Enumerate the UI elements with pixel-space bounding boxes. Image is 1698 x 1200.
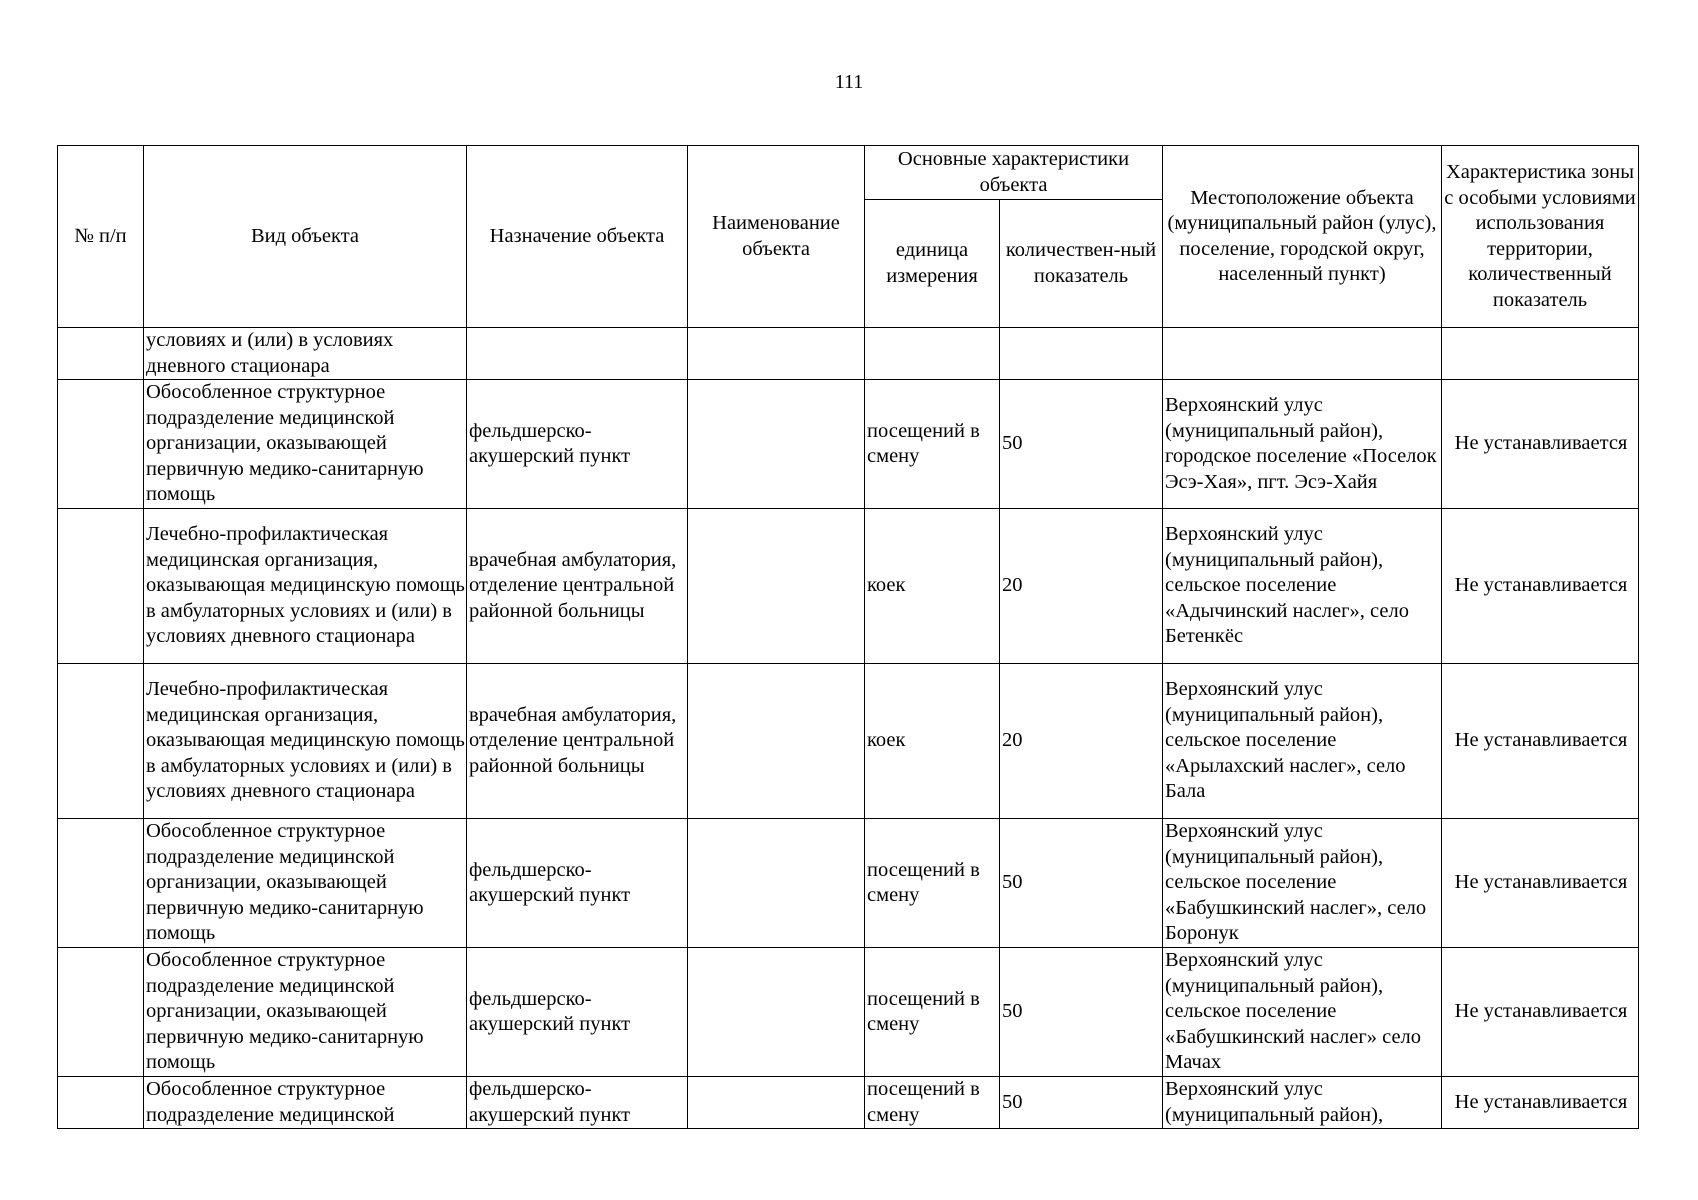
header-qty: количествен-ный показатель	[1000, 200, 1163, 328]
cell-location: Верхоянский улус (муниципальный район), городское поселение «Поселок Эсэ-Хая», пгт. Эсэ-Хайя	[1163, 380, 1442, 509]
cell-unit: посещений в смену	[865, 1077, 1000, 1129]
cell-unit: посещений в смену	[865, 819, 1000, 948]
cell-type: Обособленное структурное подразделение медицинской организации, оказывающей первичную медико-санитарную помощь	[144, 380, 467, 509]
cell-purpose: фельдшерско-акушерский пункт	[467, 1077, 688, 1129]
table-row	[58, 819, 1639, 948]
header-zone: Характеристика зоны с особыми условиями использования территории, количественный показатель	[1442, 146, 1639, 328]
cell-unit: посещений в смену	[865, 948, 1000, 1077]
cell-qty: 20	[1000, 509, 1163, 664]
cell-location: Верхоянский улус (муниципальный район), сельское поселение «Арылахский наслег», село Бала	[1163, 664, 1442, 819]
header-type: Вид объекта	[144, 146, 467, 328]
cell-name	[688, 1077, 865, 1129]
cell-purpose: фельдшерско-акушерский пункт	[467, 380, 688, 509]
cell-type: условиях и (или) в условиях дневного стационара	[144, 328, 467, 380]
cell-num	[58, 948, 144, 1077]
cell-location: Верхоянский улус (муниципальный район), сельское поселение «Бабушкинский наслег», село Боронук	[1163, 819, 1442, 948]
header-main-characteristics: Основные характеристики объекта	[865, 146, 1163, 200]
cell-qty: 50	[1000, 1077, 1163, 1129]
cell-purpose: врачебная амбулатория, отделение центральной районной больницы	[467, 509, 688, 664]
cell-qty: 50	[1000, 948, 1163, 1077]
table-row	[58, 948, 1639, 1077]
table-row	[58, 1077, 1639, 1129]
register-table	[57, 145, 1639, 1129]
cell-unit: коек	[865, 664, 1000, 819]
cell-num	[58, 509, 144, 664]
cell-purpose: фельдшерско-акушерский пункт	[467, 819, 688, 948]
cell-qty: 50	[1000, 819, 1163, 948]
cell-purpose: фельдшерско-акушерский пункт	[467, 948, 688, 1077]
cell-name	[688, 328, 865, 380]
cell-zone: Не устанавливается	[1442, 664, 1639, 819]
cell-num	[58, 819, 144, 948]
cell-name	[688, 948, 865, 1077]
table-row	[58, 380, 1639, 509]
cell-location	[1163, 328, 1442, 380]
cell-zone: Не устанавливается	[1442, 509, 1639, 664]
cell-purpose: врачебная амбулатория, отделение центральной районной больницы	[467, 664, 688, 819]
cell-purpose	[467, 328, 688, 380]
table-row	[58, 328, 1639, 380]
cell-type: Лечебно-профилактическая медицинская организация, оказывающая медицинскую помощь в амбулаторных условиях и (или) в условиях дневного стационара	[144, 509, 467, 664]
cell-num	[58, 664, 144, 819]
header-location: Местоположение объекта (муниципальный район (улус), поселение, городской округ, населенный пункт)	[1163, 146, 1442, 328]
cell-type: Обособленное структурное подразделение медицинской	[144, 1077, 467, 1129]
cell-unit: посещений в смену	[865, 380, 1000, 509]
cell-name	[688, 509, 865, 664]
cell-location: Верхоянский улус (муниципальный район), сельское поселение «Бабушкинский наслег» село Мачах	[1163, 948, 1442, 1077]
header-name: Наименование объекта	[688, 146, 865, 328]
header-num: № п/п	[58, 146, 144, 328]
page-number: 111	[834, 71, 864, 93]
header-purpose: Назначение объекта	[467, 146, 688, 328]
cell-zone: Не устанавливается	[1442, 380, 1639, 509]
cell-type: Обособленное структурное подразделение медицинской организации, оказывающей первичную медико-санитарную помощь	[144, 819, 467, 948]
cell-num	[58, 1077, 144, 1129]
cell-qty: 50	[1000, 380, 1163, 509]
cell-zone: Не устанавливается	[1442, 819, 1639, 948]
cell-num	[58, 380, 144, 509]
cell-num	[58, 328, 144, 380]
cell-zone	[1442, 328, 1639, 380]
cell-unit: коек	[865, 509, 1000, 664]
cell-zone: Не устанавливается	[1442, 1077, 1639, 1129]
cell-location: Верхоянский улус (муниципальный район),	[1163, 1077, 1442, 1129]
cell-qty: 20	[1000, 664, 1163, 819]
cell-type: Лечебно-профилактическая медицинская организация, оказывающая медицинскую помощь в амбулаторных условиях и (или) в условиях дневного стационара	[144, 664, 467, 819]
cell-name	[688, 664, 865, 819]
cell-name	[688, 380, 865, 509]
cell-name	[688, 819, 865, 948]
cell-qty	[1000, 328, 1163, 380]
table-row	[58, 509, 1639, 664]
table-row	[58, 664, 1639, 819]
cell-unit	[865, 328, 1000, 380]
header-unit: единица измерения	[865, 200, 1000, 328]
cell-zone: Не устанавливается	[1442, 948, 1639, 1077]
cell-location: Верхоянский улус (муниципальный район), сельское поселение «Адычинский наслег», село Бетенкёс	[1163, 509, 1442, 664]
cell-type: Обособленное структурное подразделение медицинской организации, оказывающей первичную медико-санитарную помощь	[144, 948, 467, 1077]
